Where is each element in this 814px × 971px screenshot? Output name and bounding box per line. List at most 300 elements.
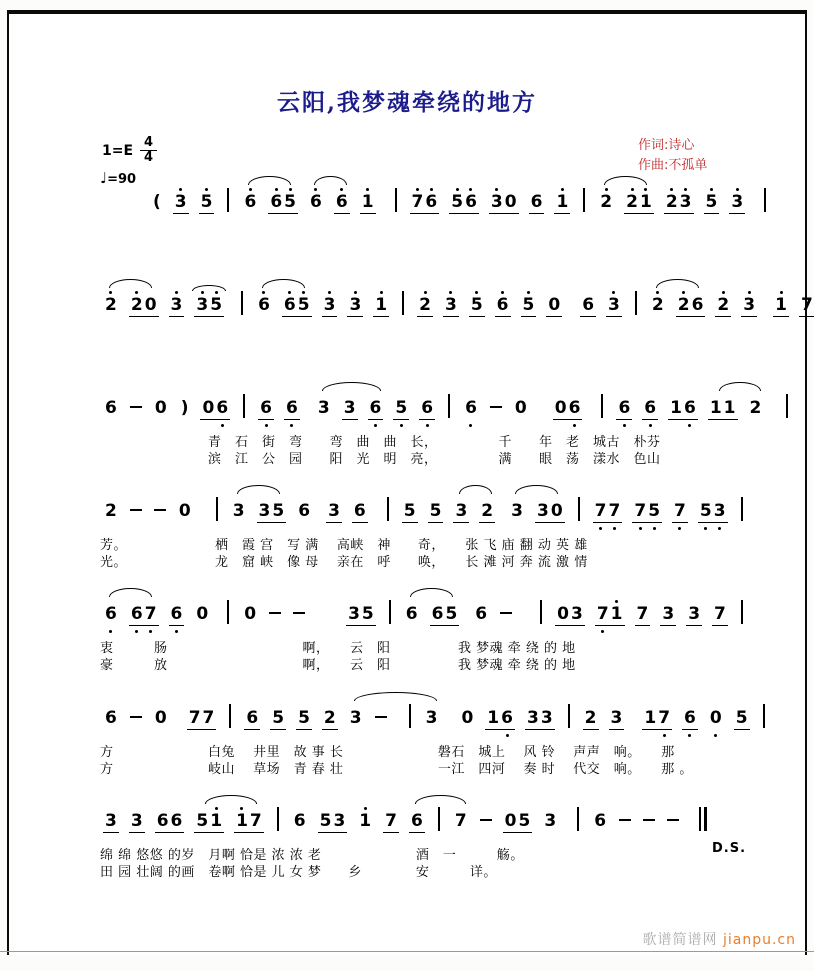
duration-dash xyxy=(130,509,142,511)
note: 3 xyxy=(606,296,622,317)
score-line-5 xyxy=(98,600,766,692)
notes-row xyxy=(98,497,766,527)
octave-dot-above xyxy=(605,188,608,191)
barline xyxy=(786,394,788,418)
lyrics-row-2: 光。 龙 窟 峡 像 母 亲在 呼 唤， 长 滩 河 奔 流 激 情 xyxy=(100,555,588,570)
notes-row xyxy=(98,291,813,321)
note: 7 xyxy=(454,811,467,831)
spacer xyxy=(464,618,468,619)
note: 2 6 xyxy=(676,296,706,317)
score-line-1 xyxy=(98,188,766,280)
note: 5 xyxy=(403,501,416,521)
note: 6 5 xyxy=(282,296,312,317)
barline xyxy=(227,600,229,624)
note: ) xyxy=(180,398,189,418)
spacer xyxy=(215,618,219,619)
lyrics-row-2: 方 岐山 草场 青 春 壮 一江 四河 奏 时 代交 响。 那 。 xyxy=(100,762,693,777)
lyrics-row-2: 豪 放 啊， 云 阳 我 梦魂 牵 绕 的 地 xyxy=(100,658,576,673)
octave-dot-above xyxy=(215,807,218,810)
song-title: 云阳,我梦魂牵绕的地方 xyxy=(276,89,537,116)
note: 6 5 xyxy=(268,193,298,214)
barline xyxy=(448,394,450,418)
octave-dot-above xyxy=(670,188,673,191)
note: 0 5 xyxy=(504,811,531,831)
notes-row xyxy=(98,704,766,734)
spacer xyxy=(381,206,387,207)
lyricist-credit: 作词:诗心 xyxy=(638,138,695,153)
score-line-2 xyxy=(98,291,813,383)
note: 5 3 xyxy=(319,811,346,831)
note: 2 xyxy=(584,708,597,728)
note: 5 xyxy=(429,501,442,521)
note: 0 xyxy=(708,709,724,729)
octave-dot-above xyxy=(495,188,498,191)
duration-dash xyxy=(375,716,387,718)
octave-dot-below xyxy=(688,424,691,427)
octave-dot-above xyxy=(262,291,265,294)
barline xyxy=(635,291,637,315)
spacer xyxy=(563,825,569,826)
octave-dot-below xyxy=(649,424,652,427)
note: 2 xyxy=(749,398,762,418)
octave-dot-below xyxy=(678,527,681,530)
duration-dash xyxy=(500,612,512,614)
lyrics-row-1: 芳。 栖 霞 宫 写 满 高峡 神 奇， 张 飞 庙 翻 动 英 雄 xyxy=(100,538,588,553)
spacer xyxy=(373,515,379,516)
octave-dot-above xyxy=(469,188,472,191)
note: 2 xyxy=(103,296,119,316)
octave-dot-above xyxy=(179,188,182,191)
duration-dash xyxy=(619,819,631,821)
octave-dot-above xyxy=(364,807,367,810)
note: 3 xyxy=(105,811,117,831)
barline xyxy=(438,807,440,831)
barline xyxy=(389,600,391,624)
note: 6 xyxy=(169,605,185,626)
barline xyxy=(540,600,542,624)
duration-dash xyxy=(643,819,655,821)
barline xyxy=(578,497,580,521)
octave-dot-below xyxy=(109,630,112,633)
slur-arc xyxy=(604,176,647,185)
spacer xyxy=(629,722,637,723)
note: 3 xyxy=(130,811,143,831)
note: 3 xyxy=(544,811,557,831)
note: 1 xyxy=(554,193,570,214)
duration-dash xyxy=(154,509,166,511)
octave-dot-below xyxy=(573,424,576,427)
note: 1 xyxy=(360,193,376,214)
note: 5 xyxy=(393,399,409,420)
spacer xyxy=(500,515,504,516)
note: 3 xyxy=(741,296,757,317)
note: 6 xyxy=(293,811,306,831)
octave-dot-above xyxy=(240,807,243,810)
spacer xyxy=(229,309,233,310)
octave-dot-below xyxy=(149,630,152,633)
spacer xyxy=(98,206,146,207)
barline xyxy=(243,394,245,418)
slur-arc xyxy=(237,485,280,494)
note: 5 xyxy=(298,708,310,728)
note: 0 6 xyxy=(200,399,230,420)
note: 1 6 xyxy=(668,399,698,420)
composer-credit: 作曲:不孤单 xyxy=(638,158,708,174)
note: 6 xyxy=(410,811,423,831)
slur-arc xyxy=(314,176,348,185)
note: 6 xyxy=(246,708,259,728)
note: 3 xyxy=(349,708,362,728)
octave-dot-above xyxy=(710,188,713,191)
octave-dot-above xyxy=(249,188,252,191)
note: 1 xyxy=(773,296,789,317)
note: 6 xyxy=(642,399,658,420)
octave-dot-below xyxy=(653,527,656,530)
barline xyxy=(229,704,231,728)
note: 2 xyxy=(598,193,614,213)
octave-dot-above xyxy=(289,188,292,191)
octave-dot-below xyxy=(623,424,626,427)
octave-dot-below xyxy=(374,424,377,427)
note: 6 xyxy=(298,501,311,521)
note: 0 6 xyxy=(553,399,583,420)
note: 3 xyxy=(322,296,338,317)
watermark xyxy=(643,929,796,949)
duration-dash xyxy=(293,612,305,614)
note: 0 xyxy=(154,398,167,418)
octave-dot-above xyxy=(205,188,208,191)
note: 5 xyxy=(735,708,748,728)
barline xyxy=(277,807,279,831)
lyrics-row-1: 绵 绵 悠悠 的岁 月啊 恰是 浓 浓 老 酒 一 觞。 xyxy=(100,848,524,863)
octave-dot-below xyxy=(426,424,429,427)
spacer xyxy=(762,309,768,310)
note: 2 1 xyxy=(624,193,654,214)
note: 3 xyxy=(729,193,745,214)
octave-dot-above xyxy=(615,600,618,603)
note: 7 xyxy=(672,502,688,523)
octave-dot-above xyxy=(328,291,331,294)
octave-dot-above xyxy=(449,291,452,294)
note: 6 xyxy=(616,399,632,420)
barline xyxy=(601,394,603,418)
score-line-7 xyxy=(98,807,766,899)
time-signature-denominator: 4 xyxy=(144,150,154,166)
note: 7 xyxy=(800,295,813,315)
note: 5 6 xyxy=(449,193,479,214)
octave-dot-above xyxy=(736,188,739,191)
note: 7 6 xyxy=(410,193,440,214)
spacer xyxy=(518,618,532,619)
note: 6 xyxy=(105,708,117,728)
note: 0 xyxy=(244,604,257,624)
note: 3 xyxy=(425,708,438,728)
barline xyxy=(741,600,743,624)
octave-dot-above xyxy=(380,291,383,294)
note: 3 0 xyxy=(536,501,563,521)
note: 1 xyxy=(373,296,389,317)
note: 3 xyxy=(443,296,459,317)
note: 3 xyxy=(343,398,356,418)
slur-arc xyxy=(109,588,152,597)
barline xyxy=(409,704,411,728)
note: 3 xyxy=(232,501,245,521)
spacer xyxy=(198,515,208,516)
spacer xyxy=(768,412,778,413)
octave-dot-below xyxy=(221,424,224,427)
octave-dot-above xyxy=(302,291,305,294)
note: 6 5 xyxy=(431,604,458,624)
octave-dot-below xyxy=(175,630,178,633)
note: 3 xyxy=(511,501,523,521)
spacer xyxy=(311,618,341,619)
note: 2 xyxy=(481,501,494,521)
octave-dot-above xyxy=(366,188,369,191)
barline xyxy=(227,188,229,212)
note: 0 xyxy=(461,708,474,728)
spacer xyxy=(393,722,401,723)
duration-dash xyxy=(130,406,142,408)
note: 5 xyxy=(469,296,485,317)
note: 5 xyxy=(704,193,720,214)
note: 0 xyxy=(154,708,167,728)
octave-dot-below xyxy=(663,734,666,737)
note: 0 3 xyxy=(557,604,583,624)
spacer xyxy=(534,412,548,413)
note: 6 xyxy=(463,399,479,419)
note: 7 7 xyxy=(188,708,215,728)
note: 3 0 xyxy=(489,193,519,214)
note: 7 7 xyxy=(593,502,623,523)
note: 6 xyxy=(103,605,119,625)
octave-dot-below xyxy=(599,527,602,530)
slur-arc xyxy=(205,795,258,804)
octave-dot-above xyxy=(416,188,419,191)
note: 3 xyxy=(328,501,340,521)
octave-dot-below xyxy=(506,734,509,737)
note: 6 xyxy=(105,398,117,418)
octave-dot-above xyxy=(340,188,343,191)
note: 0 xyxy=(196,604,209,624)
note: 3 5 xyxy=(258,501,285,521)
octave-dot-above xyxy=(430,188,433,191)
barline xyxy=(568,704,570,728)
notes-row xyxy=(98,188,766,218)
spacer xyxy=(587,412,593,413)
watermark-domain-link[interactable]: jianpu.cn xyxy=(722,932,796,948)
spacer xyxy=(174,722,182,723)
note: 3 5 xyxy=(194,296,224,317)
ds-marking: D.S. xyxy=(712,841,747,856)
octave-dot-above xyxy=(354,291,357,294)
note: 7 xyxy=(714,604,726,624)
octave-dot-above xyxy=(109,291,112,294)
barline xyxy=(583,188,585,212)
octave-dot-above xyxy=(215,291,218,294)
note: 2 xyxy=(715,296,731,317)
note: 1 7 xyxy=(642,709,672,730)
spacer xyxy=(685,825,693,826)
spacer xyxy=(305,412,311,413)
score-line-6 xyxy=(98,704,766,796)
note: 6 xyxy=(405,604,418,624)
lyrics-row-1: 方 白兔 井里 故 事 长 磐石 城上 风 铃 声声 响。 那 xyxy=(100,745,675,760)
slur-arc xyxy=(459,485,493,494)
note: 6 xyxy=(308,193,324,213)
note: 5 xyxy=(521,296,537,317)
note: 6 xyxy=(284,399,300,420)
barline xyxy=(241,291,243,315)
note: 2 xyxy=(323,708,336,728)
octave-dot-below xyxy=(400,424,403,427)
note: 7 xyxy=(636,604,649,624)
slur-arc xyxy=(354,692,438,701)
note: ( xyxy=(153,192,161,212)
octave-dot-below xyxy=(714,734,717,737)
note: 6 xyxy=(258,399,274,420)
notes-row xyxy=(98,600,766,630)
note: 6 xyxy=(256,296,272,316)
octave-dot-above xyxy=(135,291,138,294)
note: 6 xyxy=(530,192,543,212)
note: 7 5 xyxy=(632,502,662,523)
barline xyxy=(763,704,765,728)
note: 3 xyxy=(662,604,675,624)
note: 6 xyxy=(368,399,384,420)
octave-dot-above xyxy=(722,291,725,294)
note: 3 xyxy=(169,296,185,317)
slur-arc xyxy=(262,279,305,288)
octave-dot-below xyxy=(290,424,293,427)
barline xyxy=(741,497,743,521)
slur-arc xyxy=(248,176,291,185)
note: 3 xyxy=(173,193,189,214)
notes-row xyxy=(98,807,766,837)
spacer xyxy=(567,309,575,310)
note: 3 3 xyxy=(526,708,553,728)
note: 3 xyxy=(688,604,701,624)
octave-dot-above xyxy=(684,188,687,191)
octave-dot-below xyxy=(639,527,642,530)
note: 3 xyxy=(610,708,623,728)
octave-dot-above xyxy=(456,188,459,191)
octave-dot-below xyxy=(265,424,268,427)
note: 7 1 xyxy=(595,605,625,626)
octave-dot-above xyxy=(275,188,278,191)
octave-dot-above xyxy=(656,291,659,294)
note: 6 xyxy=(475,604,488,624)
note: 2 xyxy=(105,501,117,521)
octave-dot-above xyxy=(424,291,427,294)
tempo-value: =90 xyxy=(107,172,137,187)
lyrics-row-2: 田 园 壮阔 的画 卷啊 恰是 儿 女 梦 乡 安 详。 xyxy=(100,865,497,880)
barline xyxy=(395,188,397,212)
octave-dot-above xyxy=(561,188,564,191)
key-signature-label: 1=E xyxy=(102,142,134,159)
octave-dot-above xyxy=(288,291,291,294)
barline xyxy=(402,291,404,315)
octave-dot-above xyxy=(475,291,478,294)
slur-arc xyxy=(656,279,699,288)
note: 6 xyxy=(242,193,258,213)
score-line-3 xyxy=(98,394,766,486)
note: 2 xyxy=(650,296,666,316)
lyrics-row-1: 衷 肠 啊， 云 阳 我 梦魂 牵 绕 的 地 xyxy=(100,641,576,656)
note: 0 xyxy=(548,295,561,315)
barline xyxy=(764,188,766,212)
watermark-site-name: 歌谱简谱网 xyxy=(642,932,723,948)
note: 6 7 xyxy=(129,605,159,626)
octave-dot-above xyxy=(175,291,178,294)
octave-dot-above xyxy=(644,188,647,191)
barline xyxy=(577,807,579,831)
slur-arc xyxy=(719,382,762,391)
score-line-4 xyxy=(98,497,766,589)
note: 0 xyxy=(514,398,527,418)
duration-dash xyxy=(667,819,679,821)
notes-row xyxy=(98,394,766,424)
spacer xyxy=(444,722,454,723)
slur-arc xyxy=(415,795,467,804)
note: 2 0 xyxy=(129,296,159,317)
slur-arc xyxy=(410,588,453,597)
octave-dot-above xyxy=(748,291,751,294)
duration-dash xyxy=(130,716,142,718)
note: 2 xyxy=(417,296,433,317)
note: 6 6 xyxy=(156,811,183,831)
note: 3 xyxy=(455,501,468,521)
time-signature-numerator: 4 xyxy=(140,136,157,151)
note: 5 1 xyxy=(194,812,224,833)
octave-dot-below xyxy=(601,630,604,633)
octave-dot-below xyxy=(718,527,721,530)
octave-dot-above xyxy=(682,291,685,294)
note: 6 xyxy=(582,295,595,315)
octave-dot-below xyxy=(135,630,138,633)
duration-dash xyxy=(490,406,502,408)
octave-dot-below xyxy=(688,734,691,737)
lyrics-row-2: 滨 江 公 园 阳 光 明 亮， 满 眼 荡 漾水 色山 xyxy=(100,452,661,467)
note: 6 xyxy=(594,811,607,831)
octave-dot-above xyxy=(314,188,317,191)
barline xyxy=(387,497,389,521)
note: 1 xyxy=(357,812,373,832)
note: 0 xyxy=(178,501,191,521)
octave-dot-above xyxy=(631,188,634,191)
note: 3 xyxy=(317,398,330,418)
note: 5 xyxy=(272,708,285,728)
octave-dot-below xyxy=(469,424,472,427)
note: 6 xyxy=(419,399,435,420)
octave-dot-above xyxy=(780,291,783,294)
octave-dot-above xyxy=(201,291,204,294)
quarter-note-icon: ♩ xyxy=(100,169,108,187)
octave-dot-above xyxy=(527,291,530,294)
note: 2 3 xyxy=(664,193,694,214)
note: 6 xyxy=(495,296,511,317)
octave-dot-below xyxy=(704,527,707,530)
note: 7 xyxy=(385,811,397,831)
octave-dot-above xyxy=(612,291,615,294)
note: 1 1 xyxy=(709,398,736,418)
duration-dash xyxy=(480,819,492,821)
note: 5 3 xyxy=(698,502,728,523)
final-barline xyxy=(699,807,707,831)
duration-dash xyxy=(269,612,281,614)
note: 1 6 xyxy=(485,709,515,730)
note: 5 xyxy=(199,193,215,214)
barline xyxy=(216,497,218,521)
